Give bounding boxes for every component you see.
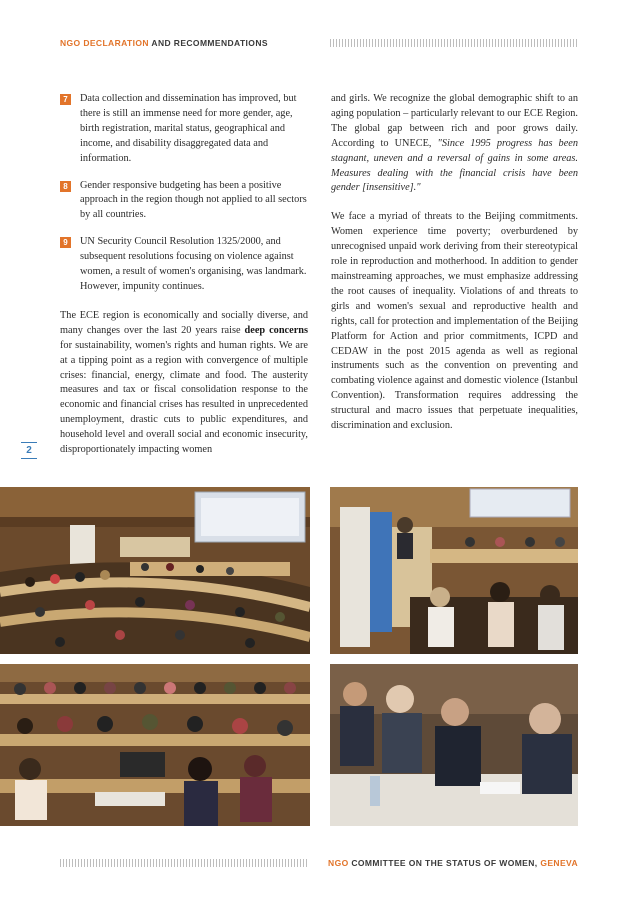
page-number-text: 2	[26, 445, 32, 456]
body-paragraph	[60, 309, 308, 458]
podium-illustration	[330, 487, 578, 654]
unece-quote: "Since 1995 progress has been stagnant, uneven and a reversal of gains in some areas. Measures dealing with the financial crisis have been gender [insensitive]."	[331, 137, 578, 194]
footer-part1: NGO	[328, 858, 349, 868]
header-part2: AND RECOMMENDATIONS	[151, 38, 268, 48]
conference-hall-illustration	[0, 487, 310, 654]
page-number	[21, 440, 37, 461]
page-number-rule	[21, 458, 37, 459]
item-text: Gender responsive budgeting has been a positive approach in the region though not applied to all sectors by all countries.	[80, 179, 307, 221]
para-text: and girls. We recognize the global demographic shift to an aging population – particularly relevant to our ECE Region. The global gap between rich and poor grows daily. According to UNECE,	[331, 93, 578, 149]
item-number-badge: 9	[60, 237, 71, 248]
item-text: UN Security Council Resolution 1325/2000, and subsequent resolutions focusing on violence against women, a result of women's organising, was landmark. However, impunity continues.	[80, 236, 307, 292]
left-text-column	[60, 92, 308, 458]
body-paragraph	[331, 92, 578, 196]
page-number-rule	[21, 442, 37, 443]
para-text: for sustainability, women's rights and human rights. We are at a tipping point as a region with convergence of multiple crises: financial, energy, climate and food. The austerity measures and tax or fiscal consolidation response to the economic and financial crises has resulted in unprecedented unemployment, drastic cuts to public expenditures, and household level and overall social and economic insecurity, disproportionately impacting women	[60, 339, 308, 456]
right-text-column	[331, 92, 578, 434]
conference-hall-overview-photo	[0, 487, 310, 654]
running-header	[60, 38, 268, 48]
body-paragraph: We face a myriad of threats to the Beijing commitments. Women experience time poverty; overburdened by unrecognised unpaid work deriving from their stereotypical role in reproduction and motherhood. In addition to gender mainstreaming approaches, we must emphasize addressing the root causes of inequality. Violations of and threats to girls and women's sexual and reproductive health and rights, call for protection and implementation of the Beijing Platform for Action and prior commitments, ICPD and CEDAW in the post 2015 agenda as well as regional instruments such as the convention on preventing and combating violence against and domestic violence (Istanbul Convention). Transformation requires addressing the structural and macro issues that perpetuate inequalities, discrimination and exclusion.	[331, 211, 578, 432]
list-item	[60, 235, 308, 295]
item-number-badge: 8	[60, 181, 71, 192]
list-item	[60, 92, 308, 167]
speaker-at-podium-photo	[330, 487, 578, 654]
item-text: Data collection and dissemination has improved, but there is still an immense need for more gender, age, birth registration, marital status, geographical and income, and disability disaggregated data and information.	[80, 93, 297, 164]
panel-illustration	[330, 664, 578, 826]
list-item	[60, 179, 308, 224]
para-text: The ECE region is economically and socially diverse, and many changes over the last 20 years raise	[60, 309, 308, 336]
footer-part2: COMMITTEE ON THE STATUS OF WOMEN,	[351, 858, 538, 868]
panel-members-photo	[330, 664, 578, 826]
audience-seated-photo	[0, 664, 310, 826]
item-number-badge: 7	[60, 94, 71, 105]
footer-hatch-rule	[60, 859, 308, 867]
running-footer	[328, 858, 578, 868]
para-emphasis: deep concerns	[244, 324, 308, 336]
footer-part3: GENEVA	[540, 858, 578, 868]
header-part1: NGO DECLARATION	[60, 38, 149, 48]
audience-illustration	[0, 664, 310, 826]
header-hatch-rule	[330, 39, 578, 47]
